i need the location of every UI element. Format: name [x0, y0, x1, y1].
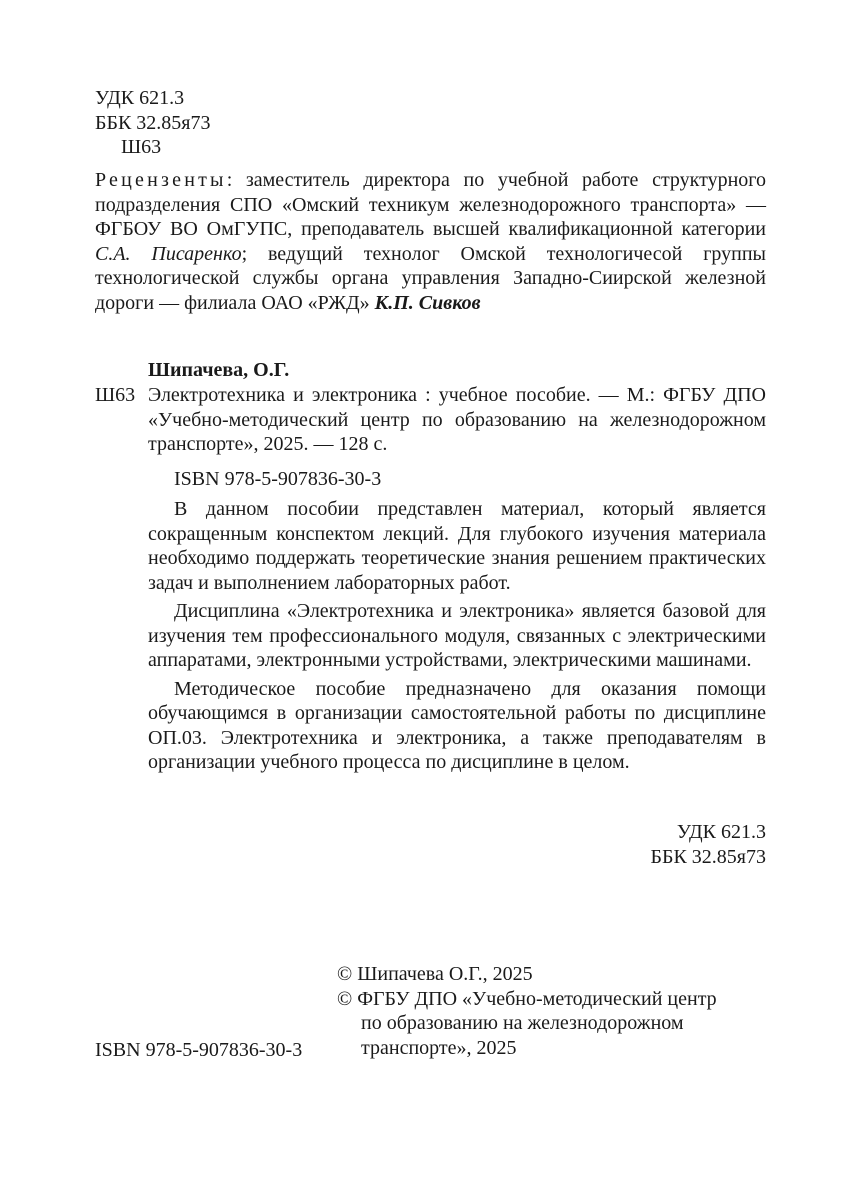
- bibliographic-description: Электротехника и электроника : учебное пособие. — М.: ФГБУ ДПО «Учебно-методический центр по образованию на железнодорожном транспорте», 2025. — 128 с.: [148, 384, 766, 455]
- annotation-paragraph: Методическое пособие предназначено для оказания помощи обучающимся в организации самостоятельной работы по дисциплине ОП.03. Электротехника и электроника, а также преподавателям в организации учебного процесса по дисциплине в целом.: [148, 677, 766, 773]
- classification-codes-top: [95, 86, 211, 160]
- copyright-block: [337, 962, 767, 1060]
- reviewers-label: Рецензенты: [95, 169, 227, 191]
- annotation-paragraph: В данном пособии представлен материал, который является сокращенным конспектом лекций. Для глубокого изучения материала необходимо поддержать теоретические знания решением практических задач и выполнением лабораторных работ.: [148, 498, 766, 594]
- udk-code: УДК 621.3: [95, 87, 185, 109]
- reviewers-text-1: : заместитель директора по учебной работе структурного подразделения СПО «Омский техникум железнодорожного транспорта» — ФГБОУ ВО ОмГУПС, преподаватель высшей квалификационной категории: [95, 169, 766, 240]
- copyright-publisher: © ФГБУ ДПО «Учебно-методический центр: [337, 987, 717, 1010]
- author-mark: Ш63: [121, 136, 162, 158]
- catalog-cipher: Ш63: [95, 384, 136, 406]
- catalog-author: Шипачева, О.Г.: [148, 359, 290, 381]
- annotation-paragraph: Дисциплина «Электротехника и электроника» является базовой для изучения тем профессионального модуля, связанных с электрическими аппаратами, электронными устройствами, электрическими машинами.: [148, 600, 766, 671]
- bbk-code: ББК 32.85я73: [95, 111, 211, 134]
- reviewers-paragraph: [95, 168, 766, 315]
- annotation: [148, 497, 766, 779]
- copyright-publisher-continued: по образованию на железнодорожном транспорте», 2025: [361, 1012, 684, 1059]
- reviewer-name-2: К.П. Сивков: [374, 291, 481, 314]
- catalog-isbn: ISBN 978-5-907836-30-3: [174, 468, 382, 490]
- copyright-author: © Шипачева О.Г., 2025: [337, 963, 533, 985]
- bbk-code-bottom: ББК 32.85я73: [650, 845, 766, 868]
- reviewer-name-1: С.А. Писаренко: [95, 242, 242, 265]
- classification-codes-bottom: [650, 820, 766, 869]
- reviewers-text-2: ; ведущий технолог Омской технологичесой группы технологической службы органа управления Западно-Сиирской железной дороги — филиала ОАО «РЖД»: [95, 242, 766, 314]
- isbn-bottom: ISBN 978-5-907836-30-3: [95, 1039, 303, 1061]
- udk-code-bottom: УДК 621.3: [676, 821, 766, 843]
